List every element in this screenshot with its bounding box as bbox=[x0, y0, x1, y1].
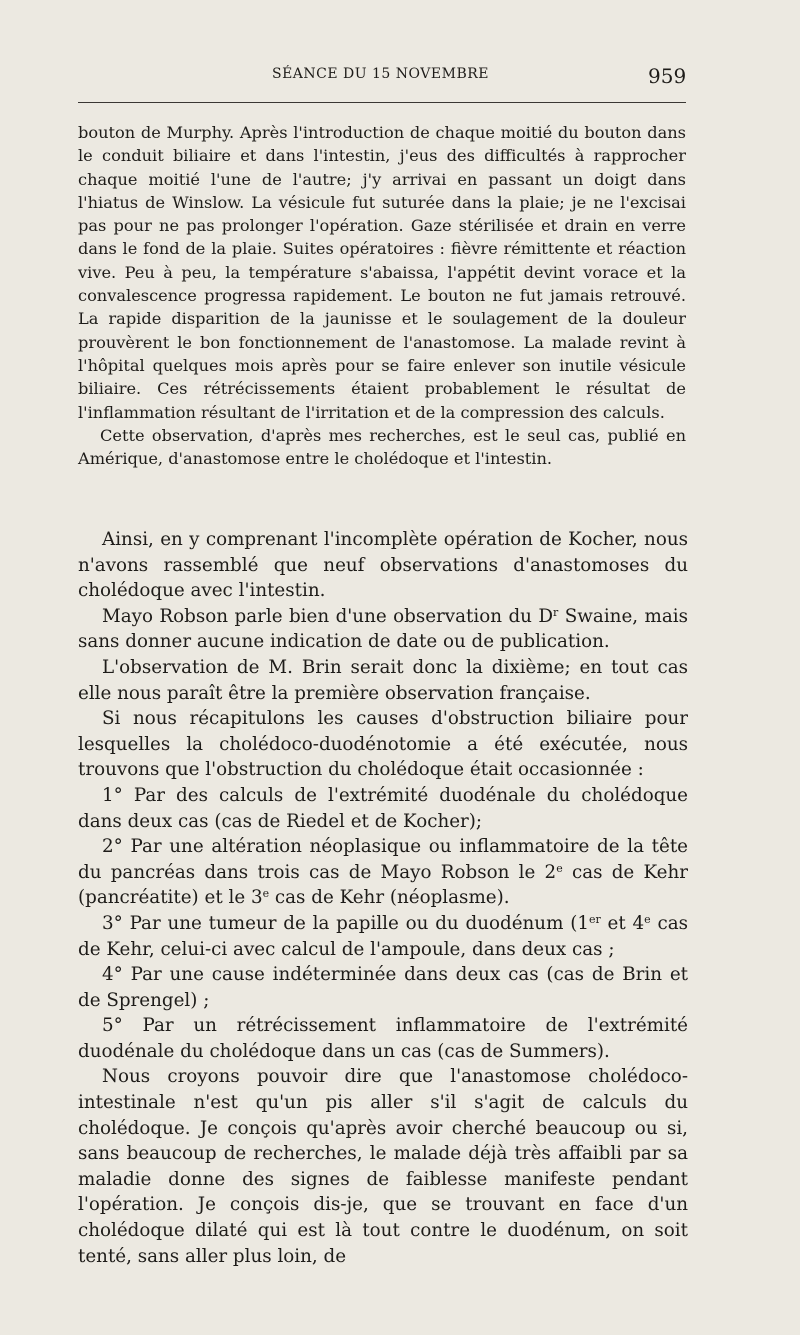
list-item-1: 1° Par des calculs de l'extrémité duodénale du cholédoque dans deux cas (cas de Riedel et de Kocher); bbox=[78, 784, 688, 832]
paragraph-ainsi: Ainsi, en y comprenant l'incomplète opération de Kocher, nous n'avons rassemblé que neuf observations d'anastomoses du cholédoque avec l'intestin. bbox=[78, 529, 688, 602]
observation-paragraph: bouton de Murphy. Après l'introduction de chaque moitié du bouton dans le conduit biliaire et dans l'intestin, j'eus des difficultés à rapprocher chaque moitié l'une de l'autre; j'y arrivai en passant un doigt dans l'hiatus de Winslow. La vésicule fut suturée dans la plaie; je ne l'excisai pas pour ne pas prolonger l'opération. Gaze stérilisée et drain en verre dans le fond de la plaie. Suites opératoires : fièvre rémittente et réaction vive. Peu à peu, la température s'abaissa, l'appétit devint vorace et la convalescence progressa rapidement. Le bouton ne fut jamais retrouvé. La rapide disparition de la jaunisse et le soulagement de la douleur prouvèrent le bon fonctionnement de l'anastomose. La malade revint à l'hôpital quelques mois après pour se faire enlever son inutile vésicule biliaire. Ces rétrécissements étaient probablement le résultat de l'inflammation résultant de l'irritation et de la compression des calculs. bbox=[78, 123, 686, 422]
running-header bbox=[0, 66, 800, 90]
paragraph-brin: L'observation de M. Brin serait donc la dixième; en tout cas elle nous paraît être la première observation française. bbox=[78, 656, 688, 704]
list-item-4: 4° Par une cause indéterminée dans deux cas (cas de Brin et de Sprengel) ; bbox=[78, 964, 688, 1011]
list-item-5: 5° Par un rétrécissement inflammatoire de l'extrémité duodénale du cholédoque dans un cas (cas de Summers). bbox=[78, 1015, 688, 1062]
observation-text-block bbox=[78, 121, 686, 470]
header-rule bbox=[78, 102, 686, 103]
paragraph-conclusion: Nous croyons pouvoir dire que l'anastomose cholédoco-intestinale n'est qu'un pis aller s'il s'agit de calculs du cholédoque. Je conçois qu'après avoir cherché beaucoup ou si, sans beaucoup de recherches, le malade déjà très affaibli par sa maladie donne des signes de faiblesse manifeste pendant l'opération. Je conçois dis-je, que se trouvant en face d'un cholédoque dilaté qui est là tout contre le duodénum, on soit tenté, sans aller plus loin, de bbox=[78, 1066, 688, 1267]
list-item-2: 2° Par une altération néoplasique ou inflammatoire de la tête du pancréas dans trois cas de Mayo Robson le 2e cas de Kehr (pancréatite) et le 3e cas de Kehr (néoplasme). bbox=[78, 836, 688, 909]
header-title: SÉANCE DU 15 NOVEMBRE bbox=[272, 66, 489, 82]
list-item-3: 3° Par une tumeur de la papille ou du duodénum (1er et 4e cas de Kehr, celui-ci avec calcul de l'ampoule, dans deux cas ; bbox=[78, 912, 688, 960]
paragraph-mayo-robson: Mayo Robson parle bien d'une observation du $D^r$ Swaine, mais sans donner aucune indication de date ou de publication. bbox=[78, 605, 689, 653]
paragraph-recapitulation: Si nous récapitulons les causes d'obstruction biliaire pour lesquelles la cholédoco-duodénotomie a été exécutée, nous trouvons que l'obstruction du cholédoque était occasionnée : bbox=[78, 708, 688, 781]
page-number: 959 bbox=[648, 64, 687, 88]
main-text-block bbox=[78, 527, 688, 1269]
observation-paragraph: Cette observation, d'après mes recherches, est le seul cas, publié en Amérique, d'anastomose entre le cholédoque et l'intestin. bbox=[78, 425, 686, 469]
